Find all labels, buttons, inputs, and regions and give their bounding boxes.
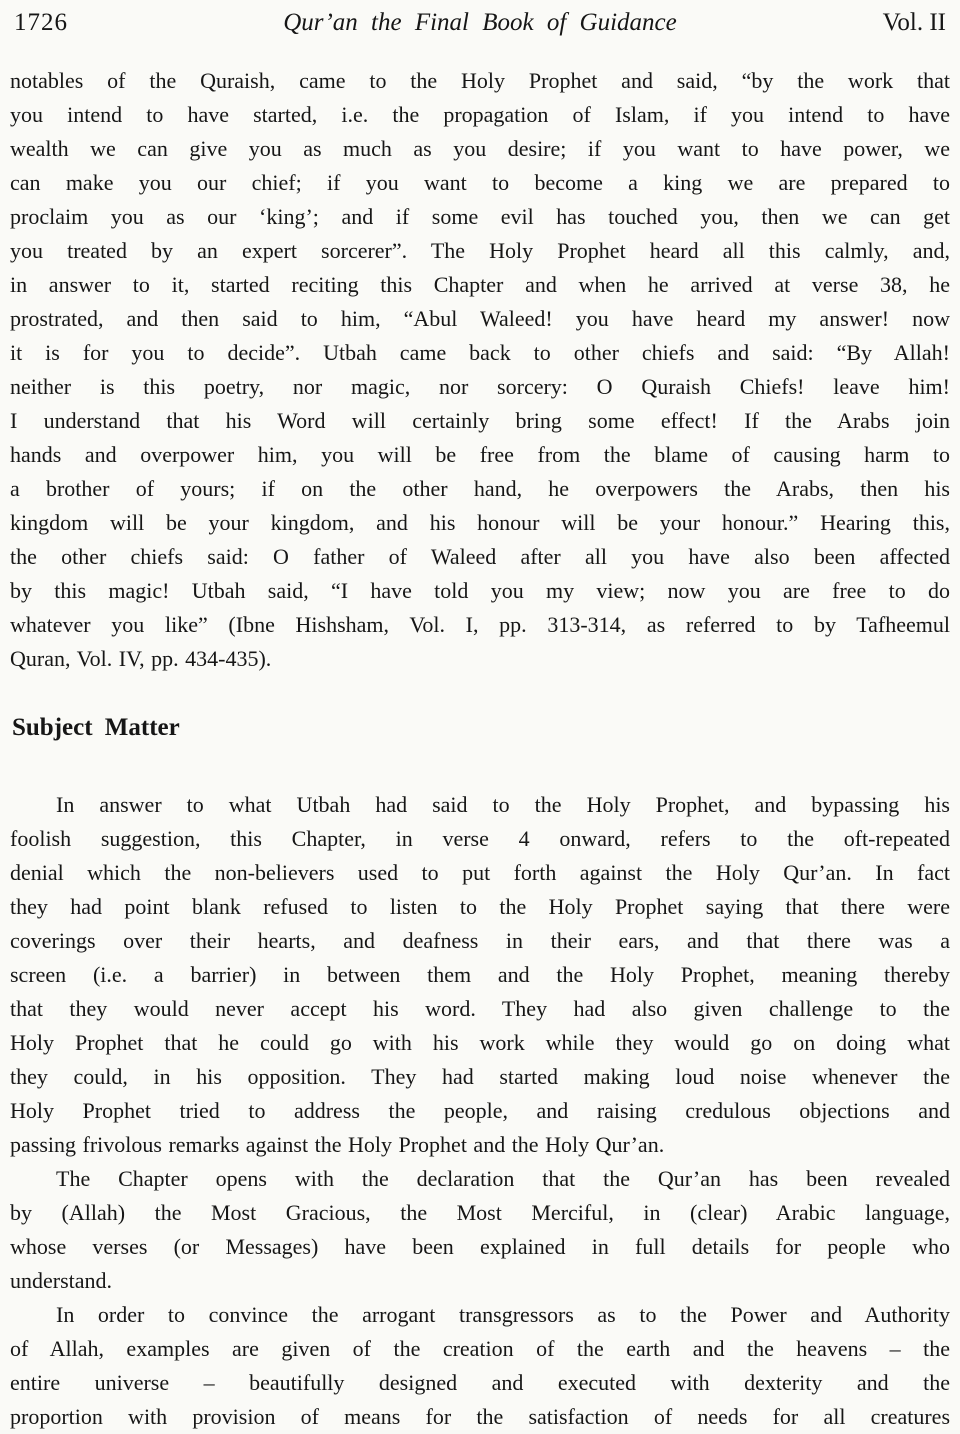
section-paragraphs <box>10 788 950 1434</box>
text-line: whatever you like” (Ibne Hishsham, Vol. I, pp. 313-314, as referred to by Tafheemul <box>10 612 950 637</box>
intro-paragraph <box>10 64 950 676</box>
text-line: passing frivolous remarks against the Holy Prophet and the Holy Qur’an. <box>10 1132 665 1157</box>
text-line: of Allah, examples are given of the creation of the earth and the heavens – the <box>10 1336 950 1361</box>
text-line: entire universe – beautifully designed and executed with dexterity and the <box>10 1370 950 1395</box>
paragraph <box>10 1298 950 1434</box>
page-body <box>0 64 960 1434</box>
text-line: that they would never accept his word. They had also given challenge to the <box>10 996 950 1021</box>
text-line: notables of the Quraish, came to the Holy Prophet and said, “by the work that <box>10 68 950 93</box>
text-line: the other chiefs said: O father of Waleed after all you have also been affected <box>10 544 950 569</box>
section-heading: Subject Matter <box>12 714 180 741</box>
text-line: wealth we can give you as much as you desire; if you want to have power, we <box>10 136 950 161</box>
text-line: The Chapter opens with the declaration that the Qur’an has been revealed <box>56 1166 950 1191</box>
text-line: Holy Prophet tried to address the people, and raising credulous objections and <box>10 1098 950 1123</box>
text-line: foolish suggestion, this Chapter, in verse 4 onward, refers to the oft-repeated <box>10 826 950 851</box>
text-line: by (Allah) the Most Gracious, the Most Merciful, in (clear) Arabic language, <box>10 1200 950 1225</box>
text-line: In answer to what Utbah had said to the Holy Prophet, and bypassing his <box>56 792 950 817</box>
text-line: you treated by an expert sorcerer”. The Holy Prophet heard all this calmly, and, <box>10 238 950 263</box>
text-line: proportion with provision of means for the satisfaction of needs for all creatures <box>10 1404 950 1429</box>
text-line: hands and overpower him, you will be free from the blame of causing harm to <box>10 442 950 467</box>
text-line: they had point blank refused to listen to the Holy Prophet saying that there were <box>10 894 950 919</box>
volume-label: Vol. II <box>882 9 946 36</box>
text-line: kingdom will be your kingdom, and his honour will be your honour.” Hearing this, <box>10 510 950 535</box>
text-line: screen (i.e. a barrier) in between them and the Holy Prophet, meaning thereby <box>10 962 950 987</box>
text-line: can make you our chief; if you want to become a king we are prepared to <box>10 170 950 195</box>
text-line: understand. <box>10 1268 113 1293</box>
text-line: they could, in his opposition. They had started making loud noise whenever the <box>10 1064 950 1089</box>
text-line: I understand that his Word will certainly bring some effect! If the Arabs join <box>10 408 950 433</box>
text-line: Holy Prophet that he could go with his work while they would go on doing what <box>10 1030 950 1055</box>
paragraph <box>10 1162 950 1298</box>
page-number: 1726 <box>14 9 68 36</box>
text-line: neither is this poetry, nor magic, nor sorcery: O Quraish Chiefs! leave him! <box>10 374 950 399</box>
text-line: In order to convince the arrogant transgressors as to the Power and Authority <box>56 1302 950 1327</box>
text-line: a brother of yours; if on the other hand, he overpowers the Arabs, then his <box>10 476 950 501</box>
running-title: Qur’an the Final Book of Guidance <box>283 9 677 36</box>
page-header <box>0 0 960 38</box>
text-line: by this magic! Utbah said, “I have told you my view; now you are free to do <box>10 578 950 603</box>
text-line: it is for you to decide”. Utbah came back to other chiefs and said: “By Allah! <box>10 340 950 365</box>
text-line: coverings over their hearts, and deafness in their ears, and that there was a <box>10 928 950 953</box>
text-line: you intend to have started, i.e. the propagation of Islam, if you intend to have <box>10 102 950 127</box>
text-line: in answer to it, started reciting this Chapter and when he arrived at verse 38, he <box>10 272 950 297</box>
text-line: prostrated, and then said to him, “Abul Waleed! you have heard my answer! now <box>10 306 950 331</box>
text-line: denial which the non-believers used to put forth against the Holy Qur’an. In fact <box>10 860 950 885</box>
paragraph <box>10 788 950 1162</box>
text-line: whose verses (or Messages) have been explained in full details for people who <box>10 1234 950 1259</box>
text-line: Quran, Vol. IV, pp. 434-435). <box>10 646 272 671</box>
text-line: proclaim you as our ‘king’; and if some evil has touched you, then we can get <box>10 204 950 229</box>
